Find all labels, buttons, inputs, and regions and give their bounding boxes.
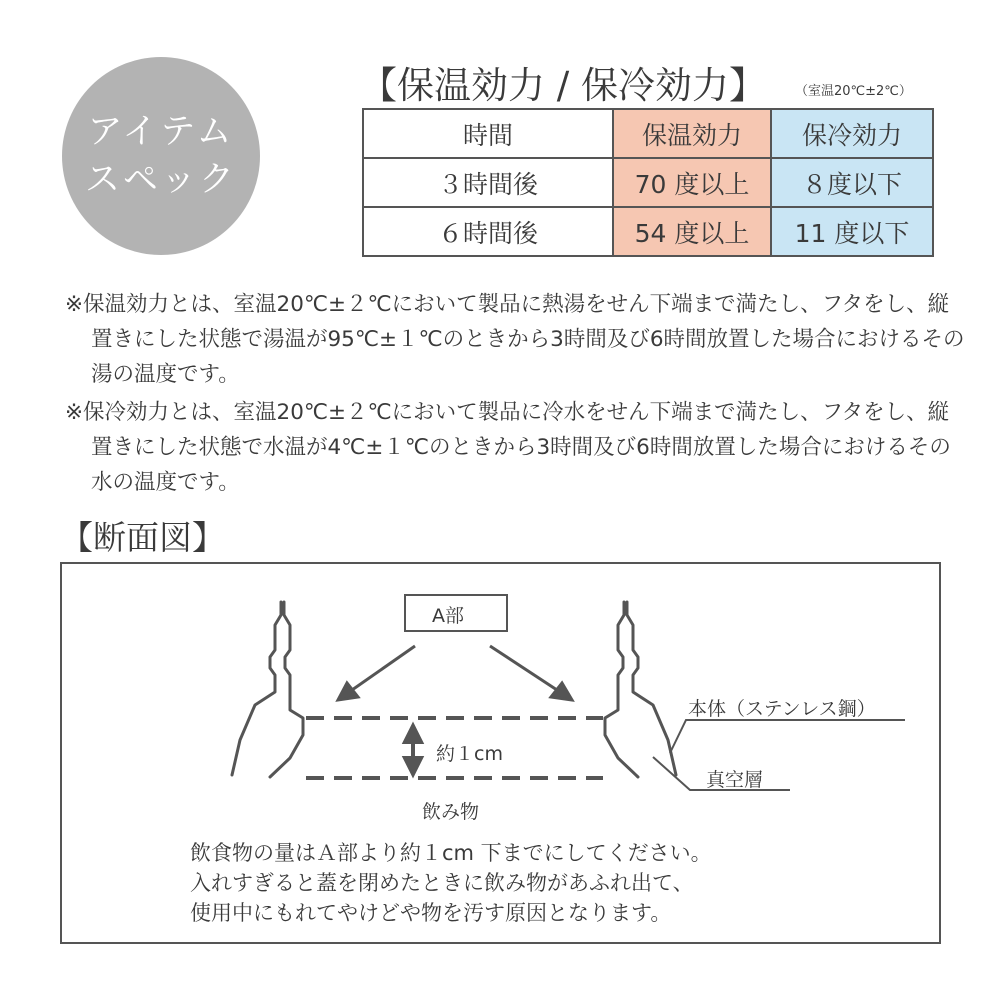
arrow-left-line <box>352 646 415 690</box>
header-time: 時間 <box>363 109 613 158</box>
gap-label: 約１cm <box>436 743 503 765</box>
caution-line-2: 入れすぎると蓋を閉めたときに飲み物があふれ出て、 <box>190 871 694 895</box>
header-heat-retention: 保温効力 <box>613 109 771 158</box>
body-label: 本体（ステンレス鋼） <box>688 698 876 720</box>
cross-section-title: 【断面図】 <box>60 518 225 557</box>
vacuum-layer-label: 真空層 <box>706 769 764 791</box>
drink-label: 飲み物 <box>422 801 480 823</box>
caution-text <box>190 838 712 928</box>
arrow-right-head <box>551 683 572 700</box>
badge-line-2: スペック <box>84 160 237 200</box>
row-cold-value: ８度以下 <box>771 158 933 207</box>
a-part-label: A部 <box>432 605 464 627</box>
arrow-left-head <box>338 683 358 700</box>
spec-table-condition-note: （室温20℃±2℃） <box>795 84 912 99</box>
spec-table-title: 【保温効力 / 保冷効力】 <box>360 64 766 107</box>
right-wall-outer <box>627 602 676 775</box>
gap-arrow-head-up <box>405 726 421 742</box>
left-wall-outer <box>232 602 281 775</box>
arrow-right-line <box>490 646 557 690</box>
gap-arrow-head-down <box>405 758 421 774</box>
row-time: ３時間後 <box>363 158 613 207</box>
badge-line-1: アイテム <box>87 112 235 152</box>
row-time: ６時間後 <box>363 207 613 256</box>
note-cold-retention: ※保冷効力とは、室温20℃±２℃において製品に冷水をせん下端まで満たし、フタをし、縦置きにした状態で水温が4℃±１℃のときから3時間及び6時間放置した場合におけるその水の温度です。 <box>65 400 951 495</box>
row-cold-value: 11 度以下 <box>771 207 933 256</box>
header-cold-retention: 保冷効力 <box>771 109 933 158</box>
row-heat-value: 70 度以上 <box>613 158 771 207</box>
caution-line-3: 使用中にもれてやけどや物を汚す原因となります。 <box>190 901 672 925</box>
body-leader-line <box>670 720 905 753</box>
row-heat-value: 54 度以上 <box>613 207 771 256</box>
caution-line-1: 飲食物の量はＡ部より約１cm 下までにしてください。 <box>190 841 712 865</box>
note-heat-retention: ※保温効力とは、室温20℃±２℃において製品に熱湯をせん下端まで満たし、フタをし、縦置きにした状態で湯温が95℃±１℃のときから3時間及び6時間放置した場合におけるその湯の温度です。 <box>65 292 965 387</box>
